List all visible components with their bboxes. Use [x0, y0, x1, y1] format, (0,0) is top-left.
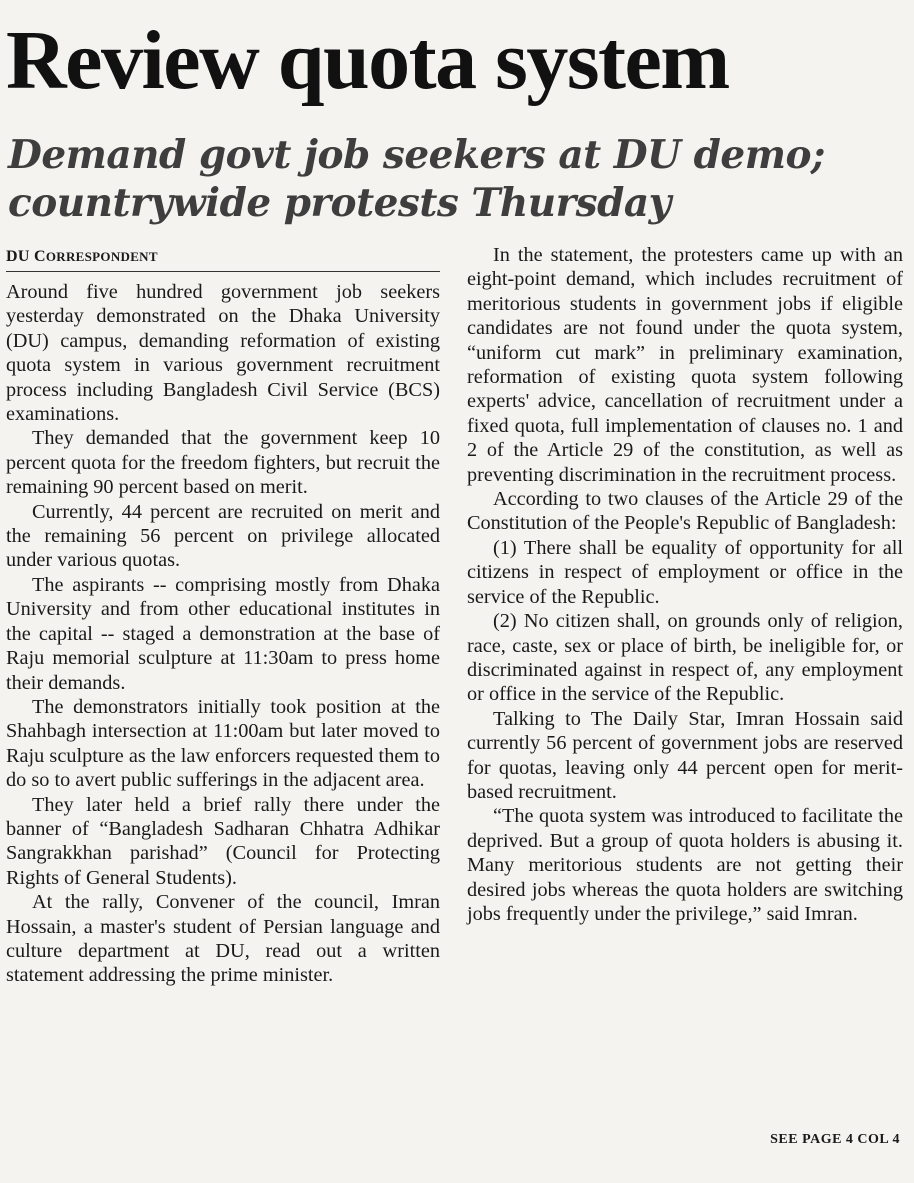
- paragraph-left-1: Around five hundred government job seekers yesterday demonstrated on the Dhaka University (DU) campus, demanding reformation of existing quota system in various government recruitment process including Bangladesh Civil Service (BCS) examinations.: [6, 281, 440, 426]
- byline-initial: DU C: [6, 248, 46, 265]
- paragraph-right-5: Talking to The Daily Star, Imran Hossain said currently 56 percent of government jobs are reserved for quotas, leaving only 44 percent open for merit-based recruitment.: [467, 707, 903, 803]
- paragraph-right-2: According to two clauses of the Article 29 of the Constitution of the People's Republic of Bangladesh:: [467, 488, 903, 535]
- paragraph-left-3: Currently, 44 percent are recruited on merit and the remaining 56 percent on privilege allocated under various quotas.: [6, 500, 440, 572]
- paragraph-left-5: The demonstrators initially took position at the Shahbagh intersection at 11:00am but later moved to Raju sculpture as the law enforcers requested them to do so to avert public sufferings in the adjacent area.: [6, 695, 440, 792]
- paragraph-right-1: In the statement, the protesters came up with an eight-point demand, which includes recruitment of meritorious students in government jobs if eligible candidates are not found under the quota system, “uniform cut mark” in preliminary examination, reformation of existing quota system following experts' advice, cancellation of recruitment under a fixed quota, full implementation of clauses no. 1 and 2 of the Article 29 of the constitution, as well as preventing discrimination in the recruitment process.: [467, 244, 903, 486]
- paragraph-left-6: They later held a brief rally there under the banner of “Bangladesh Sadharan Chhatra Adhikar Sangrakkhan parishad” (Council for Protecting Rights of General Students).: [6, 793, 440, 889]
- subheadline-line-2: countrywide protests Thursday: [8, 180, 671, 226]
- paragraph-left-7: At the rally, Convener of the council, Imran Hossain, a master's student of Persian language and culture department at DU, read out a written statement addressing the prime minister.: [6, 891, 440, 987]
- headline: Review quota system: [6, 14, 729, 107]
- byline-rest: ORRESPONDENT: [45, 249, 158, 264]
- paragraph-left-2: They demanded that the government keep 10 percent quota for the freedom fighters, but recruit the remaining 90 percent based on merit.: [6, 427, 440, 499]
- paragraph-right-3: (1) There shall be equality of opportunity for all citizens in respect of employment or office in the service of the Republic.: [467, 536, 903, 608]
- subheadline: [8, 131, 908, 227]
- paragraph-right-4: (2) No citizen shall, on grounds only of religion, race, caste, sex or place of birth, be ineligible for, or discriminated against in respect of, any employment or office in the service of the Republic.: [467, 610, 903, 706]
- byline: [6, 243, 440, 272]
- paragraph-right-6: “The quota system was introduced to facilitate the deprived. But a group of quota holders is abusing it. Many meritorious students are not getting their desired jobs whereas the quota holders are switching jobs frequently under the privilege,” said Imran.: [467, 805, 903, 925]
- article-column-left: [6, 243, 440, 988]
- paragraph-left-4: The aspirants -- comprising mostly from Dhaka University and from other educational institutes in the capital -- staged a demonstration at the base of Raju memorial sculpture at 11:30am to press home their demands.: [6, 573, 440, 694]
- continuation-note: SEE PAGE 4 COL 4: [770, 1132, 900, 1147]
- article-column-right: [467, 243, 903, 926]
- subheadline-line-1: Demand govt job seekers at DU demo;: [8, 132, 825, 178]
